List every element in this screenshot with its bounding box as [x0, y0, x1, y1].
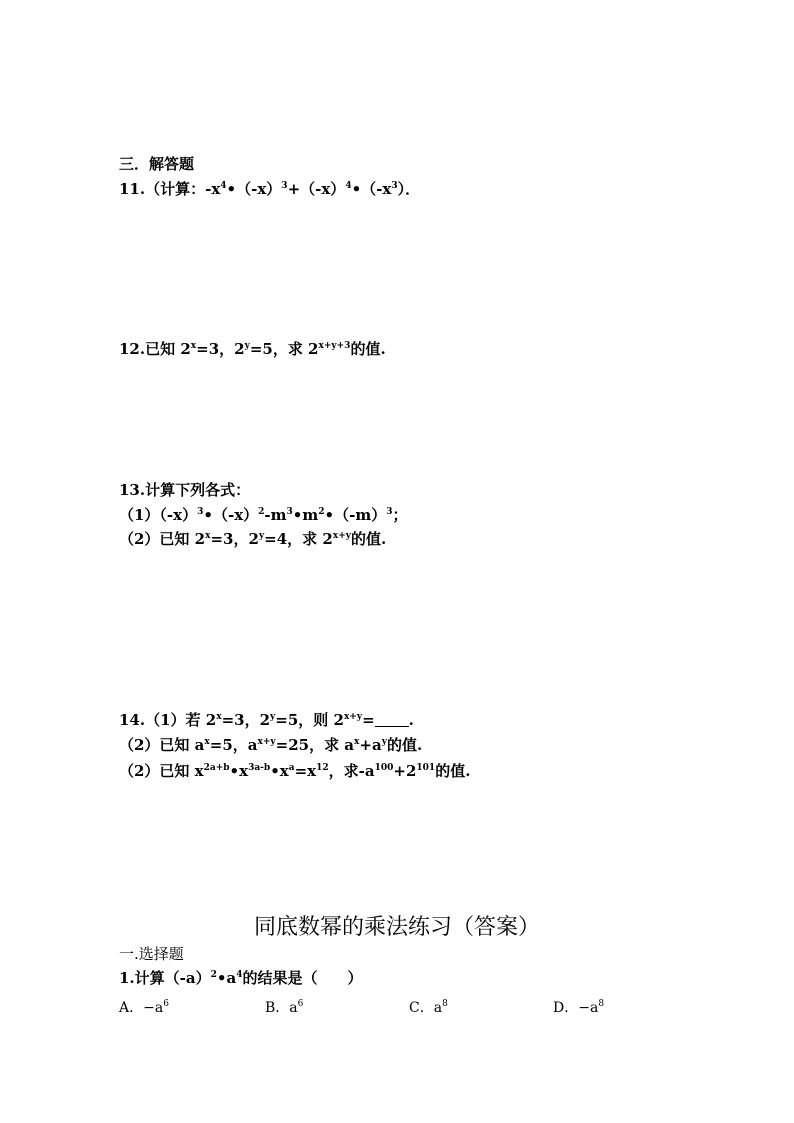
- q12-exp: x: [190, 341, 197, 351]
- q14p1-text: =: [362, 711, 375, 729]
- q12-text: 12.已知 2: [119, 340, 191, 358]
- q13p1-text: •m: [292, 506, 319, 524]
- q13p1-text: •（-m）: [324, 506, 387, 524]
- a-q1-exp: 2: [210, 970, 217, 980]
- option-b[interactable]: [265, 997, 303, 1017]
- question-13-stem: 13.计算下列各式：: [119, 481, 251, 499]
- q14p1-text: .: [408, 711, 414, 729]
- q13p1-text: ；: [392, 506, 408, 524]
- question-13-part1: [119, 506, 407, 524]
- option-base: a: [433, 1000, 443, 1016]
- q14p3-text: •x: [270, 762, 289, 780]
- q11-exp: 4: [345, 181, 352, 191]
- q14p1-exp: x: [216, 712, 222, 722]
- question-11: [119, 180, 420, 198]
- q14p1-exp: y: [270, 712, 276, 722]
- option-label: C．: [409, 1000, 434, 1016]
- option-label: B．: [265, 1000, 290, 1016]
- q13p1-exp: 2: [258, 507, 265, 517]
- q14p2-text: 的值.: [386, 736, 423, 754]
- option-a[interactable]: [119, 997, 169, 1017]
- question-14-part1: [119, 711, 414, 729]
- q14p1-text: 14.（1）若 2: [119, 711, 217, 729]
- q14p2-text: =25，求 a: [275, 736, 355, 754]
- q14p2-exp: x+y: [257, 737, 276, 747]
- q14p3-exp: a: [288, 763, 295, 773]
- q13p2-text: =3，2: [210, 530, 259, 548]
- answer-question-1: [119, 969, 362, 987]
- q12-text: =5，求 2: [249, 340, 319, 358]
- a-q1-exp: 4: [236, 970, 243, 980]
- q13p1-exp: 3: [386, 507, 393, 517]
- q12-exp: y: [244, 341, 250, 351]
- q13p2-exp: y: [258, 531, 265, 541]
- option-d[interactable]: [553, 997, 604, 1017]
- q14p3-exp: 2a+b: [203, 763, 230, 773]
- option-base: −a: [578, 1000, 599, 1016]
- answer-blank[interactable]: [375, 712, 409, 727]
- q14p3-text: •x: [229, 762, 249, 780]
- q14p2-exp: y: [381, 737, 387, 747]
- a-q1-text: •a: [216, 969, 237, 987]
- option-exp: 6: [163, 999, 169, 1009]
- q13p1-text: •（-x）: [203, 506, 259, 524]
- answers-title: 同底数幂的乘法练习（答案）: [253, 915, 540, 940]
- q13p1-text: -m: [264, 506, 287, 524]
- question-14-part2: [119, 736, 422, 754]
- q12-text: =3，2: [196, 340, 245, 358]
- q14p3-exp: 12: [316, 763, 329, 773]
- q11-text: +（-x）: [287, 180, 346, 198]
- q11-text: 11.（计算：-x: [119, 180, 221, 198]
- q14p3-text: （2）已知 x: [119, 762, 204, 780]
- q14p2-text: =5，a: [209, 736, 258, 754]
- q11-exp: 4: [220, 181, 227, 191]
- question-14-part3: [119, 762, 470, 780]
- q14p3-text: +2: [393, 762, 417, 780]
- q14p3-exp: 100: [374, 763, 394, 773]
- q12-text: 的值.: [350, 340, 386, 358]
- q13p2-text: =4，求 2: [264, 530, 333, 548]
- question-12: [119, 340, 386, 358]
- q11-text: •（-x: [351, 180, 392, 198]
- option-label: D．: [553, 1000, 579, 1016]
- option-label: A．: [119, 1000, 144, 1016]
- option-c[interactable]: [409, 997, 448, 1017]
- q11-text: •（-x）: [226, 180, 282, 198]
- q13p1-exp: 2: [318, 507, 325, 517]
- q14p3-text: 的值.: [435, 762, 471, 780]
- q14p3-text: ，求-a: [328, 762, 375, 780]
- option-exp: 8: [598, 999, 605, 1009]
- option-base: −a: [143, 1000, 164, 1016]
- a-q1-text: 的结果是（ ）: [242, 969, 363, 987]
- q13p1-exp: 3: [197, 507, 204, 517]
- option-base: a: [289, 1000, 298, 1016]
- q14p2-text: （2）已知 a: [119, 736, 205, 754]
- a-q1-text: 1.计算（-a）: [119, 969, 211, 987]
- q11-text: ）．: [397, 180, 421, 198]
- answers-section-heading: 一.选择题: [119, 945, 184, 963]
- section-heading: 三．解答题: [119, 155, 195, 173]
- q11-exp: 3: [391, 181, 398, 191]
- q13p1-text: （1）（-x）: [119, 506, 198, 524]
- q11-exp: 3: [281, 181, 288, 191]
- q14p3-exp: 101: [416, 763, 436, 773]
- q14p3-text: =x: [294, 762, 317, 780]
- q14p1-text: =3，2: [221, 711, 271, 729]
- q13p2-text: （2）已知 2: [119, 530, 206, 548]
- q14p1-exp: x+y: [343, 712, 363, 722]
- q14p2-text: +a: [359, 736, 382, 754]
- q14p2-exp: x: [204, 737, 210, 747]
- q14p3-exp: 3a-b: [248, 763, 271, 773]
- q12-exp: x+y+3: [318, 341, 351, 351]
- question-13-part2: [119, 530, 386, 548]
- option-exp: 8: [442, 999, 448, 1009]
- q14p2-exp: x: [354, 737, 360, 747]
- q13p2-exp: x: [205, 531, 211, 541]
- q13p2-exp: x+y: [332, 531, 351, 541]
- option-exp: 6: [297, 999, 304, 1009]
- q14p1-text: =5，则 2: [275, 711, 344, 729]
- q13p2-text: 的值.: [350, 530, 387, 548]
- q13p1-exp: 3: [286, 507, 293, 517]
